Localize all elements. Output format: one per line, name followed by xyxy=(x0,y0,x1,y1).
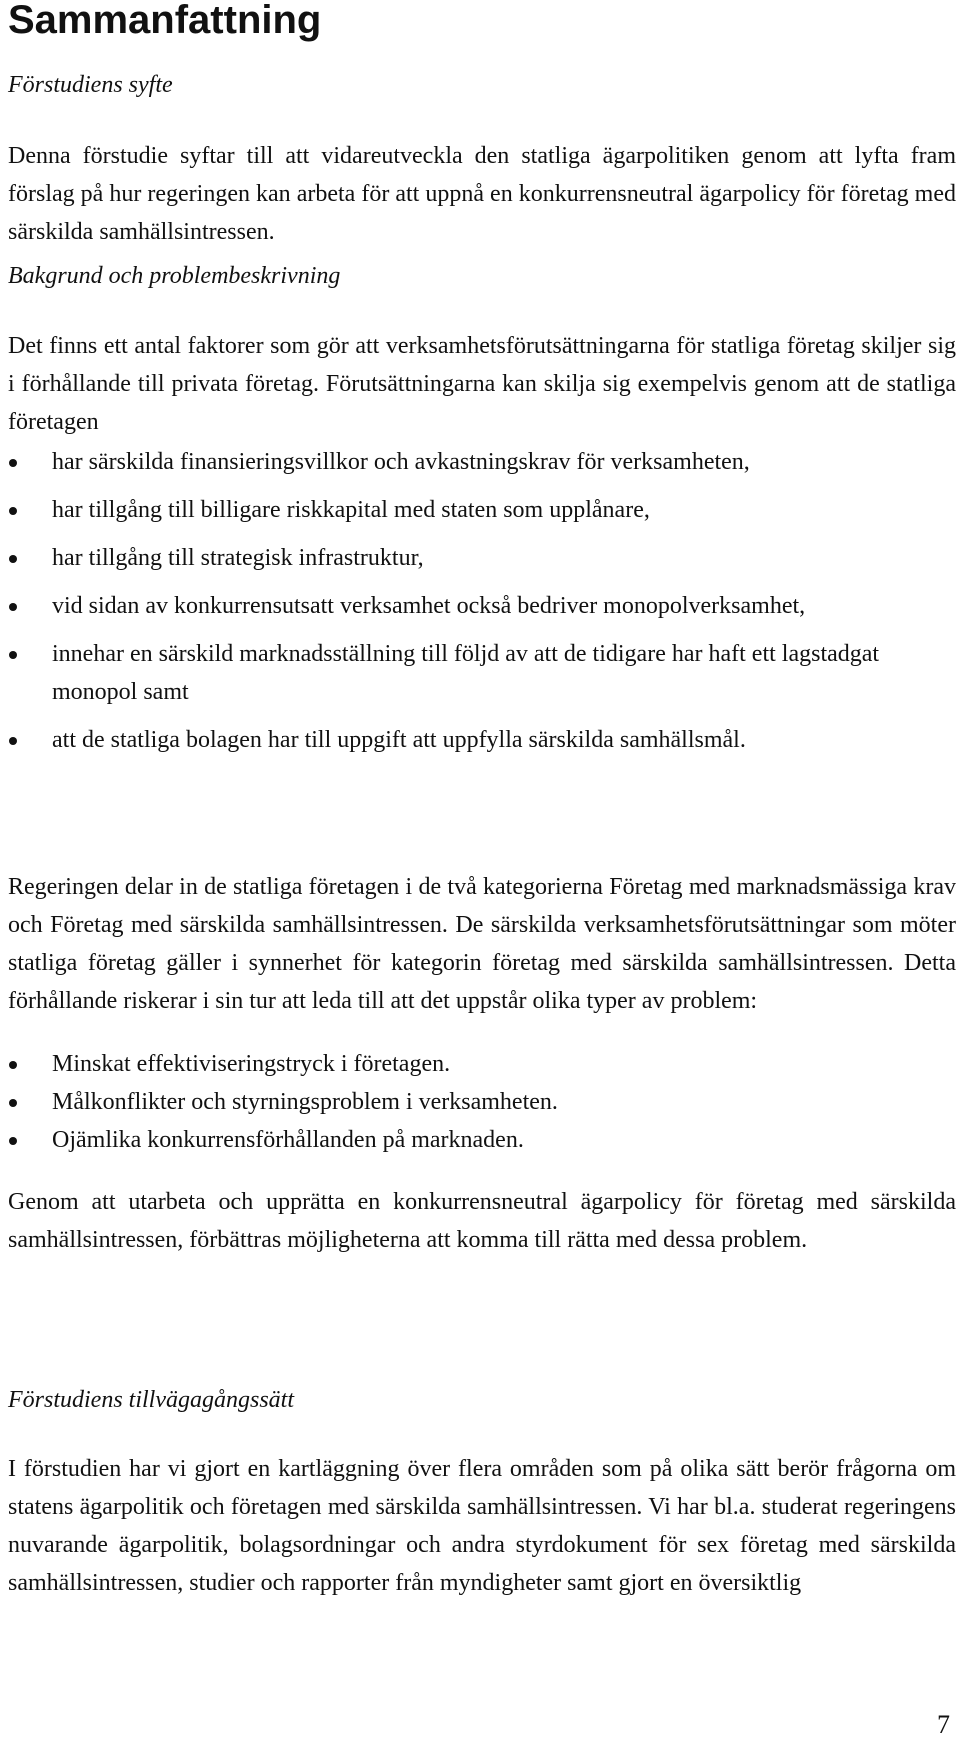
list-item: Minskat effektiviseringstryck i företagen. xyxy=(8,1045,956,1083)
bullet-icon xyxy=(9,1099,17,1107)
paragraph-bakgrund: Det finns ett antal faktorer som gör att verksamhetsförutsättningarna för statliga företag skiljer sig i förhållande till privata företag. Förutsättningarna kan skilja sig exempelvis genom att de statliga företagen xyxy=(8,333,956,435)
bullet-list-problems xyxy=(8,1045,956,1159)
list-item: vid sidan av konkurrensutsatt verksamhet också bedriver monopolverksamhet, xyxy=(8,587,956,625)
bullet-icon xyxy=(9,555,17,563)
bullet-list-factors xyxy=(8,443,956,759)
list-item: Målkonflikter och styrningsproblem i verksamheten. xyxy=(8,1083,956,1121)
bullet-icon xyxy=(9,603,17,611)
paragraph-kategorier: Regeringen delar in de statliga företagen i de två kategorierna Företag med marknadsmässiga krav och Företag med särskilda samhällsintressen. De särskilda verksamhetsförutsättningar som möter statliga företag gäller i synnerhet för kategorin företag med särskilda samhällsintressen. Detta förhållande riskerar i sin tur att leda till att det uppstår olika typer av problem: xyxy=(8,874,956,1014)
bullet-icon xyxy=(9,459,17,467)
bullet-icon xyxy=(9,737,17,745)
bullet-icon xyxy=(9,651,17,659)
list-item: att de statliga bolagen har till uppgift att uppfylla särskilda samhällsmål. xyxy=(8,721,956,759)
paragraph-policy: Genom att utarbeta och upprätta en konkurrensneutral ägarpolicy för företag med särskilda samhällsintressen, förbättras möjligheterna att komma till rätta med dessa problem. xyxy=(8,1189,956,1253)
list-item: har tillgång till strategisk infrastruktur, xyxy=(8,539,956,577)
list-item: har särskilda finansieringsvillkor och avkastningskrav för verksamheten, xyxy=(8,443,956,481)
section-heading-bakgrund: Bakgrund och problembeskrivning xyxy=(8,263,341,289)
paragraph-syfte: Denna förstudie syftar till att vidareutveckla den statliga ägarpolitiken genom att lyfta fram förslag på hur regeringen kan arbeta för att uppnå en konkurrensneutral ägarpolicy för företag med särskilda samhällsintressen. xyxy=(8,143,956,245)
bullet-icon xyxy=(9,1137,17,1145)
paragraph-tillvagagangssatt: I förstudien har vi gjort en kartläggning över flera områden som på olika sätt berör frågorna om statens ägarpolitik och företagen med särskilda samhällsintressen. Vi har bl.a. studerat regeringens nuvarande ägarpolitik, bolagsordningar och andra styrdokument för sex företag med särskilda samhällsintressen, studier och rapporter från myndigheter samt gjort en översiktlig xyxy=(8,1456,956,1596)
section-heading-syfte: Förstudiens syfte xyxy=(8,72,173,98)
bullet-icon xyxy=(9,507,17,515)
list-item: innehar en särskild marknadsställning till följd av att de tidigare har haft ett lagstadgat monopol samt xyxy=(8,635,956,711)
list-item: har tillgång till billigare riskkapital med staten som upplånare, xyxy=(8,491,956,529)
page-title: Sammanfattning xyxy=(8,0,322,42)
list-item: Ojämlika konkurrensförhållanden på marknaden. xyxy=(8,1121,956,1159)
page-number: 7 xyxy=(937,1710,950,1739)
section-heading-tillvagagangssatt: Förstudiens tillvägagångssätt xyxy=(8,1387,295,1413)
bullet-icon xyxy=(9,1061,17,1069)
